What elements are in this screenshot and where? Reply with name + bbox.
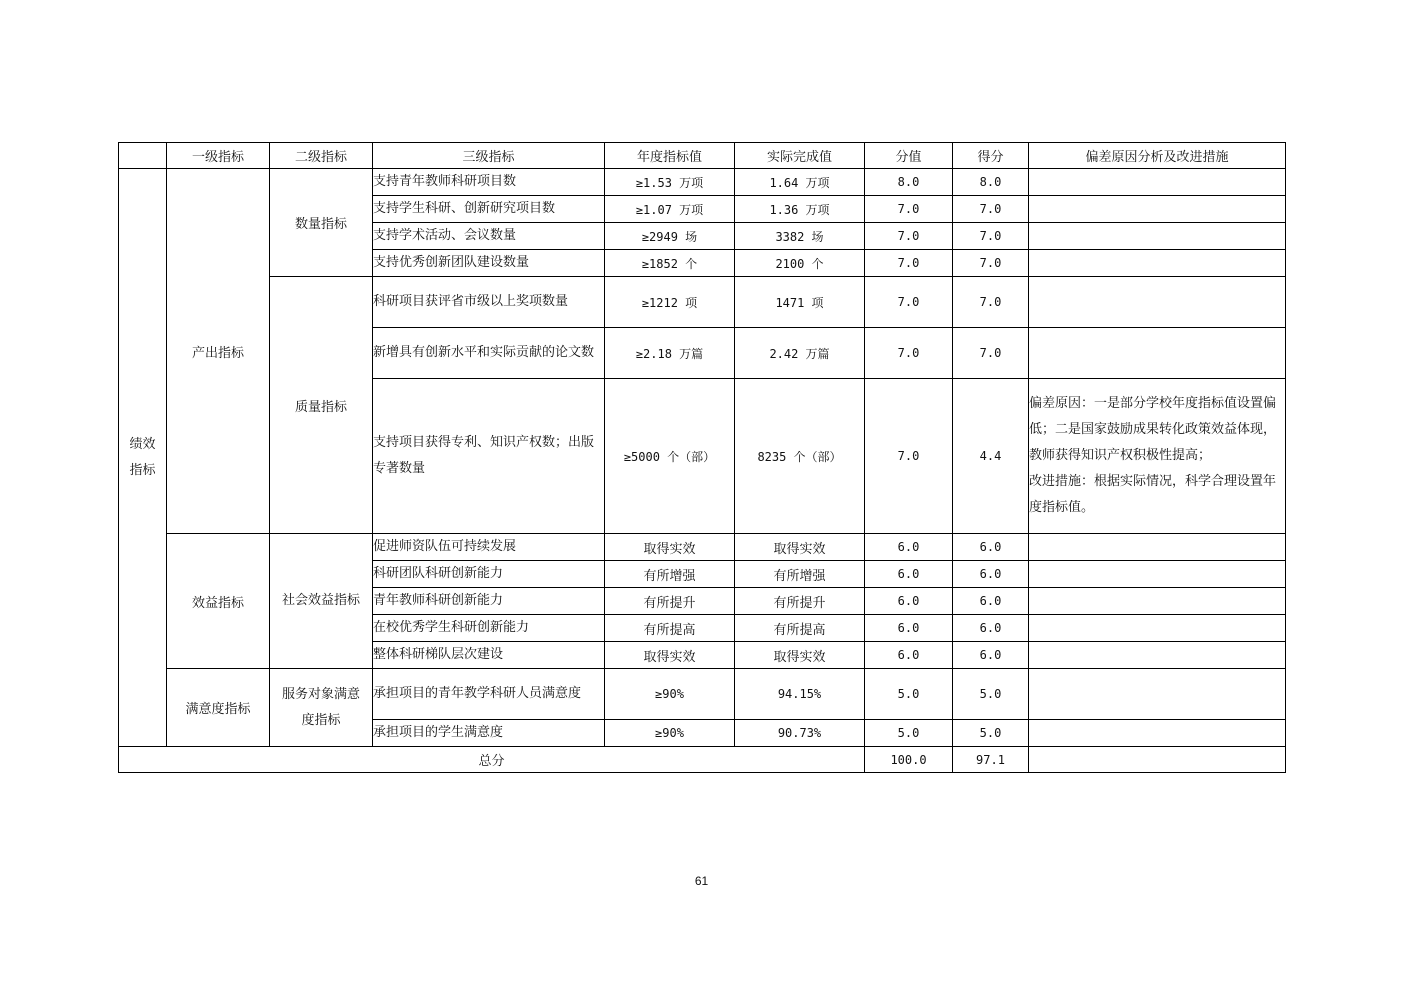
row-note xyxy=(1029,615,1286,642)
row-actual: 1.64 万项 xyxy=(735,169,865,196)
table-row xyxy=(119,277,1286,328)
row-actual: 1.36 万项 xyxy=(735,196,865,223)
row-name: 支持学术活动、会议数量 xyxy=(373,223,605,250)
row-got: 8.0 xyxy=(953,169,1029,196)
total-label: 总分 xyxy=(119,747,865,773)
row-got: 6.0 xyxy=(953,642,1029,669)
row-score: 6.0 xyxy=(865,588,953,615)
total-score: 100.0 xyxy=(865,747,953,773)
row-actual: 有所提高 xyxy=(735,615,865,642)
row-name: 科研项目获评省市级以上奖项数量 xyxy=(373,277,605,328)
row-actual: 2.42 万篇 xyxy=(735,328,865,379)
level1-satisfaction: 满意度指标 xyxy=(167,669,270,747)
row-name: 促进师资队伍可持续发展 xyxy=(373,534,605,561)
row-target: 有所提高 xyxy=(605,615,735,642)
row-score: 6.0 xyxy=(865,615,953,642)
performance-table xyxy=(118,142,1286,773)
row-name: 承担项目的青年教学科研人员满意度 xyxy=(373,669,605,720)
row-note xyxy=(1029,720,1286,747)
row-got: 4.4 xyxy=(953,379,1029,534)
row-actual: 1471 项 xyxy=(735,277,865,328)
row-got: 5.0 xyxy=(953,669,1029,720)
row-score: 7.0 xyxy=(865,379,953,534)
row-target: 有所增强 xyxy=(605,561,735,588)
row-got: 6.0 xyxy=(953,534,1029,561)
row-score: 7.0 xyxy=(865,223,953,250)
row-target: 取得实效 xyxy=(605,642,735,669)
level1-output: 产出指标 xyxy=(167,169,270,534)
row-got: 6.0 xyxy=(953,561,1029,588)
level2-service xyxy=(270,669,373,747)
row-got: 6.0 xyxy=(953,615,1029,642)
row-actual: 2100 个 xyxy=(735,250,865,277)
row-note xyxy=(1029,561,1286,588)
page-number: 61 xyxy=(694,874,709,888)
row-target: ≥1212 项 xyxy=(605,277,735,328)
row-note xyxy=(1029,169,1286,196)
row-target: ≥5000 个（部） xyxy=(605,379,735,534)
row-target: ≥90% xyxy=(605,720,735,747)
row-actual: 8235 个（部） xyxy=(735,379,865,534)
row-got: 7.0 xyxy=(953,196,1029,223)
row-score: 7.0 xyxy=(865,196,953,223)
row-target: ≥90% xyxy=(605,669,735,720)
row-note xyxy=(1029,277,1286,328)
row-name: 支持项目获得专利、知识产权数；出版专著数量 xyxy=(373,379,605,534)
category-cell xyxy=(119,169,167,747)
row-score: 7.0 xyxy=(865,250,953,277)
table-row xyxy=(119,169,1286,196)
total-got: 97.1 xyxy=(953,747,1029,773)
header-target: 年度指标值 xyxy=(605,143,735,169)
header-level2: 二级指标 xyxy=(270,143,373,169)
row-got: 7.0 xyxy=(953,328,1029,379)
row-note xyxy=(1029,588,1286,615)
improvement-measure: 改进措施：根据实际情况，科学合理设置年度指标值。 xyxy=(1029,474,1277,515)
header-level3: 三级指标 xyxy=(373,143,605,169)
row-got: 5.0 xyxy=(953,720,1029,747)
row-target: ≥2949 场 xyxy=(605,223,735,250)
row-name: 支持优秀创新团队建设数量 xyxy=(373,250,605,277)
row-note xyxy=(1029,379,1286,534)
level2-service-label: 服务对象满意度指标 xyxy=(281,686,360,728)
header-actual: 实际完成值 xyxy=(735,143,865,169)
total-note xyxy=(1029,747,1286,773)
row-actual: 有所提升 xyxy=(735,588,865,615)
header-level1: 一级指标 xyxy=(167,143,270,169)
header-got: 得分 xyxy=(953,143,1029,169)
row-actual: 有所增强 xyxy=(735,561,865,588)
row-score: 5.0 xyxy=(865,720,953,747)
header-score: 分值 xyxy=(865,143,953,169)
level2-social xyxy=(270,534,373,669)
row-name: 支持学生科研、创新研究项目数 xyxy=(373,196,605,223)
row-actual: 90.73% xyxy=(735,720,865,747)
row-actual: 取得实效 xyxy=(735,534,865,561)
row-name: 新增具有创新水平和实际贡献的论文数 xyxy=(373,328,605,379)
row-score: 5.0 xyxy=(865,669,953,720)
row-got: 7.0 xyxy=(953,250,1029,277)
table-row xyxy=(119,669,1286,720)
total-row xyxy=(119,747,1286,773)
row-name: 支持青年教师科研项目数 xyxy=(373,169,605,196)
row-got: 7.0 xyxy=(953,277,1029,328)
category-label: 绩效指标 xyxy=(129,436,156,478)
row-target: 取得实效 xyxy=(605,534,735,561)
row-note xyxy=(1029,196,1286,223)
row-score: 7.0 xyxy=(865,328,953,379)
row-score: 7.0 xyxy=(865,277,953,328)
row-name: 在校优秀学生科研创新能力 xyxy=(373,615,605,642)
level2-quantity: 数量指标 xyxy=(270,169,373,277)
row-name: 整体科研梯队层次建设 xyxy=(373,642,605,669)
row-target: ≥2.18 万篇 xyxy=(605,328,735,379)
row-note xyxy=(1029,669,1286,720)
row-target: 有所提升 xyxy=(605,588,735,615)
header-blank xyxy=(119,143,167,169)
header-note: 偏差原因分析及改进措施 xyxy=(1029,143,1286,169)
row-actual: 94.15% xyxy=(735,669,865,720)
row-got: 7.0 xyxy=(953,223,1029,250)
row-note xyxy=(1029,534,1286,561)
row-name: 青年教师科研创新能力 xyxy=(373,588,605,615)
level2-social-label: 社会效益指标 xyxy=(281,593,360,608)
row-note xyxy=(1029,328,1286,379)
row-name: 科研团队科研创新能力 xyxy=(373,561,605,588)
row-score: 8.0 xyxy=(865,169,953,196)
header-row xyxy=(119,143,1286,169)
row-note xyxy=(1029,223,1286,250)
row-target: ≥1.53 万项 xyxy=(605,169,735,196)
row-note xyxy=(1029,642,1286,669)
row-score: 6.0 xyxy=(865,534,953,561)
row-name: 承担项目的学生满意度 xyxy=(373,720,605,747)
row-target: ≥1852 个 xyxy=(605,250,735,277)
deviation-reason: 偏差原因：一是部分学校年度指标值设置偏低；二是国家鼓励成果转化政策效益体现，教师获得知识产权积极性提高； xyxy=(1029,396,1277,463)
row-target: ≥1.07 万项 xyxy=(605,196,735,223)
table-row xyxy=(119,534,1286,561)
row-actual: 取得实效 xyxy=(735,642,865,669)
row-got: 6.0 xyxy=(953,588,1029,615)
level2-quality: 质量指标 xyxy=(270,277,373,534)
level1-benefit: 效益指标 xyxy=(167,534,270,669)
row-actual: 3382 场 xyxy=(735,223,865,250)
row-note xyxy=(1029,250,1286,277)
row-score: 6.0 xyxy=(865,561,953,588)
row-score: 6.0 xyxy=(865,642,953,669)
